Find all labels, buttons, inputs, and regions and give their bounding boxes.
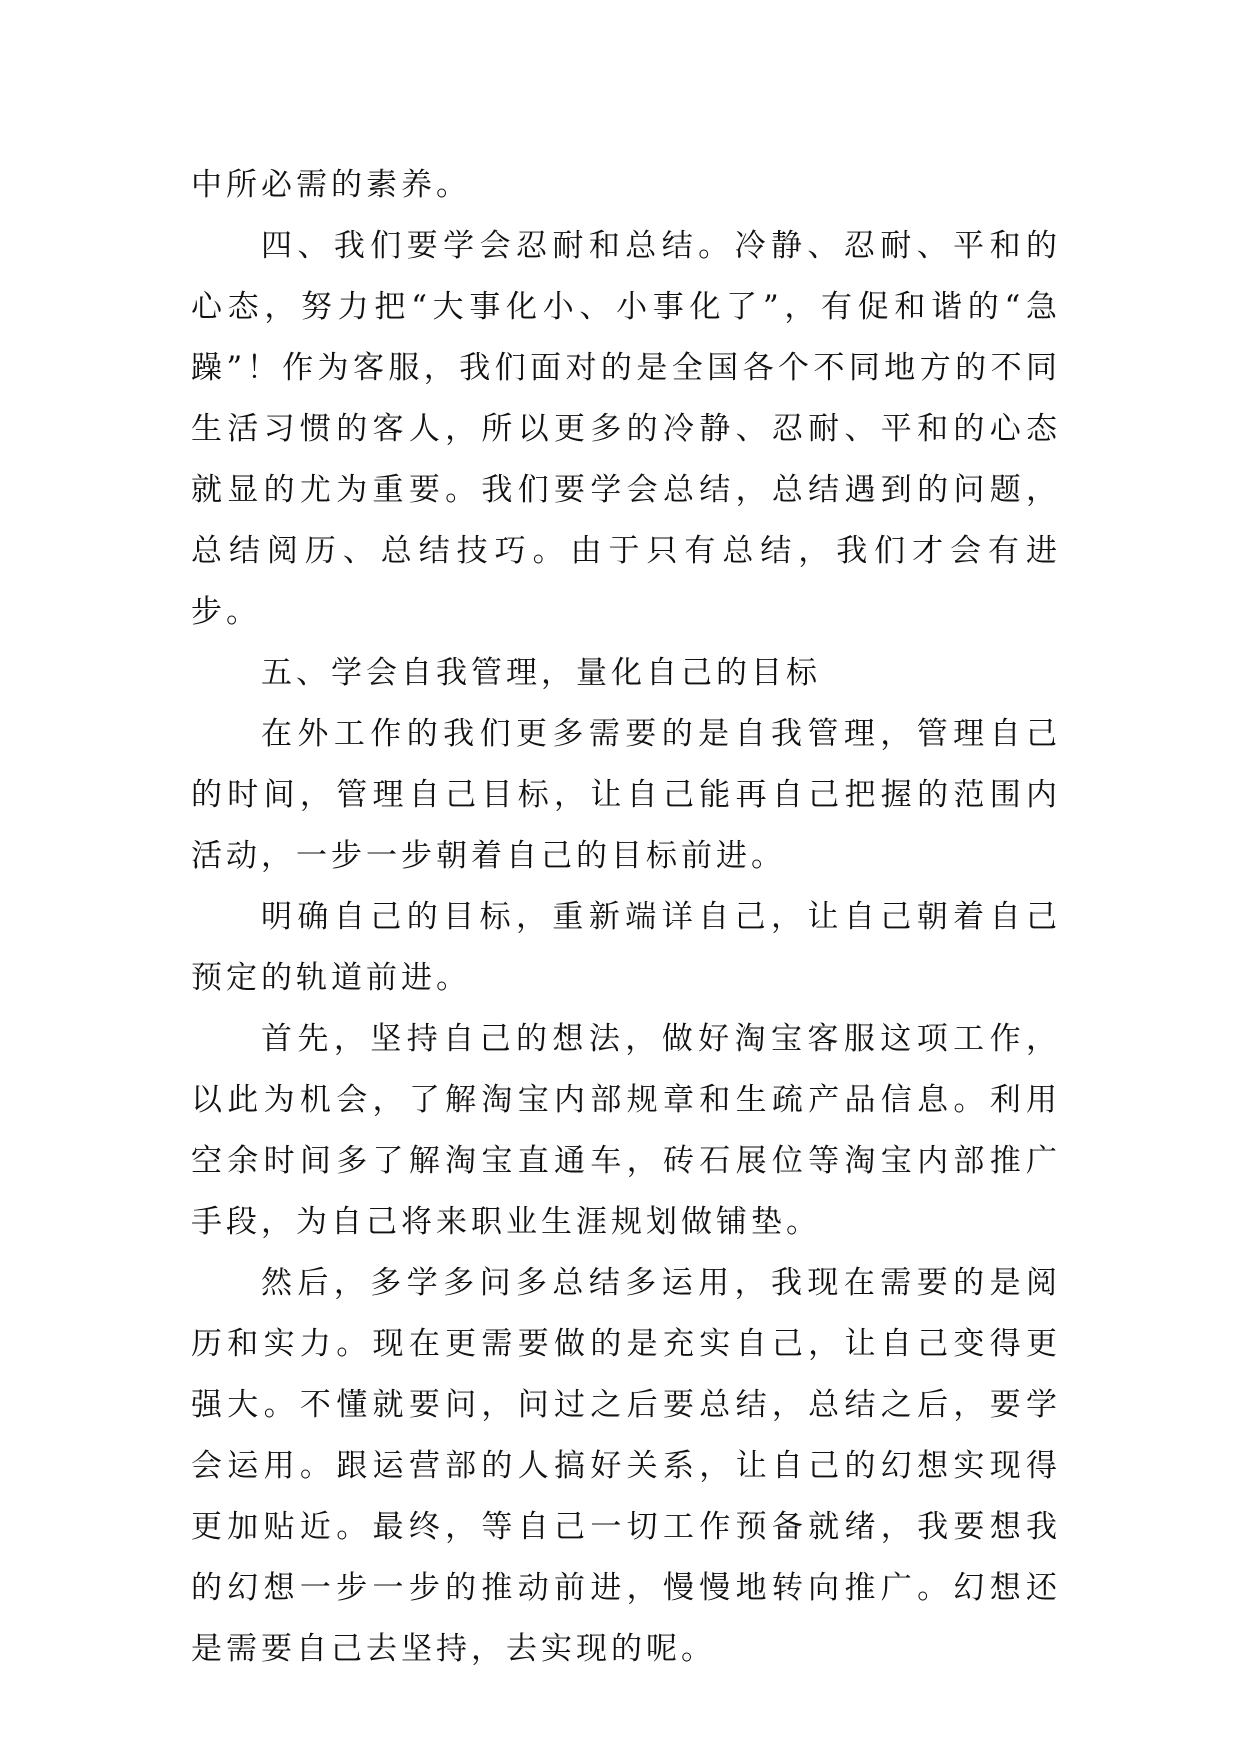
paragraph-self-management: 在外工作的我们更多需要的是自我管理，管理自己的时间，管理自己目标，让自己能再自己把握的范围内活动，一步一步朝着自己的目标前进。 bbox=[191, 716, 1061, 874]
document-body bbox=[191, 155, 1061, 1680]
paragraph-then: 然后，多学多问多总结多运用，我现在需要的是阅历和实力。现在更需要做的是充实自己，让自己变得更强大。不懂就要问，问过之后要总结，总结之后，要学会运用。跟运营部的人搞好关系，让自己的幻想实现得更加贴近。最终，等自己一切工作预备就绪，我要想我的幻想一步一步的推动前进，慢慢地转向推广。幻想还是需要自己去坚持，去实现的呢。 bbox=[191, 1265, 1061, 1667]
paragraph-first: 首先，坚持自己的想法，做好淘宝客服这项工作，以此为机会，了解淘宝内部规章和生疏产品信息。利用空余时间多了解淘宝直通车，砖石展位等淘宝内部推广手段，为自己将来职业生涯规划做铺垫。 bbox=[191, 1021, 1061, 1240]
paragraph-section-four: 四、我们要学会忍耐和总结。冷静、忍耐、平和的心态，努力把“大事化小、小事化了”，有促和谐的“急躁”！作为客服，我们面对的是全国各个不同地方的不同生活习惯的客人，所以更多的冷静、忍耐、平和的心态就显的尤为重要。我们要学会总结，总结遇到的问题，总结阅历、总结技巧。由于只有总结，我们才会有进步。 bbox=[191, 228, 1061, 630]
paragraph-continuation: 中所必需的素养。 bbox=[191, 167, 471, 203]
section-five-heading: 五、学会自我管理，量化自己的目标 bbox=[261, 655, 821, 691]
paragraph-clear-goals: 明确自己的目标，重新端详自己，让自己朝着自己预定的轨道前进。 bbox=[191, 899, 1061, 996]
